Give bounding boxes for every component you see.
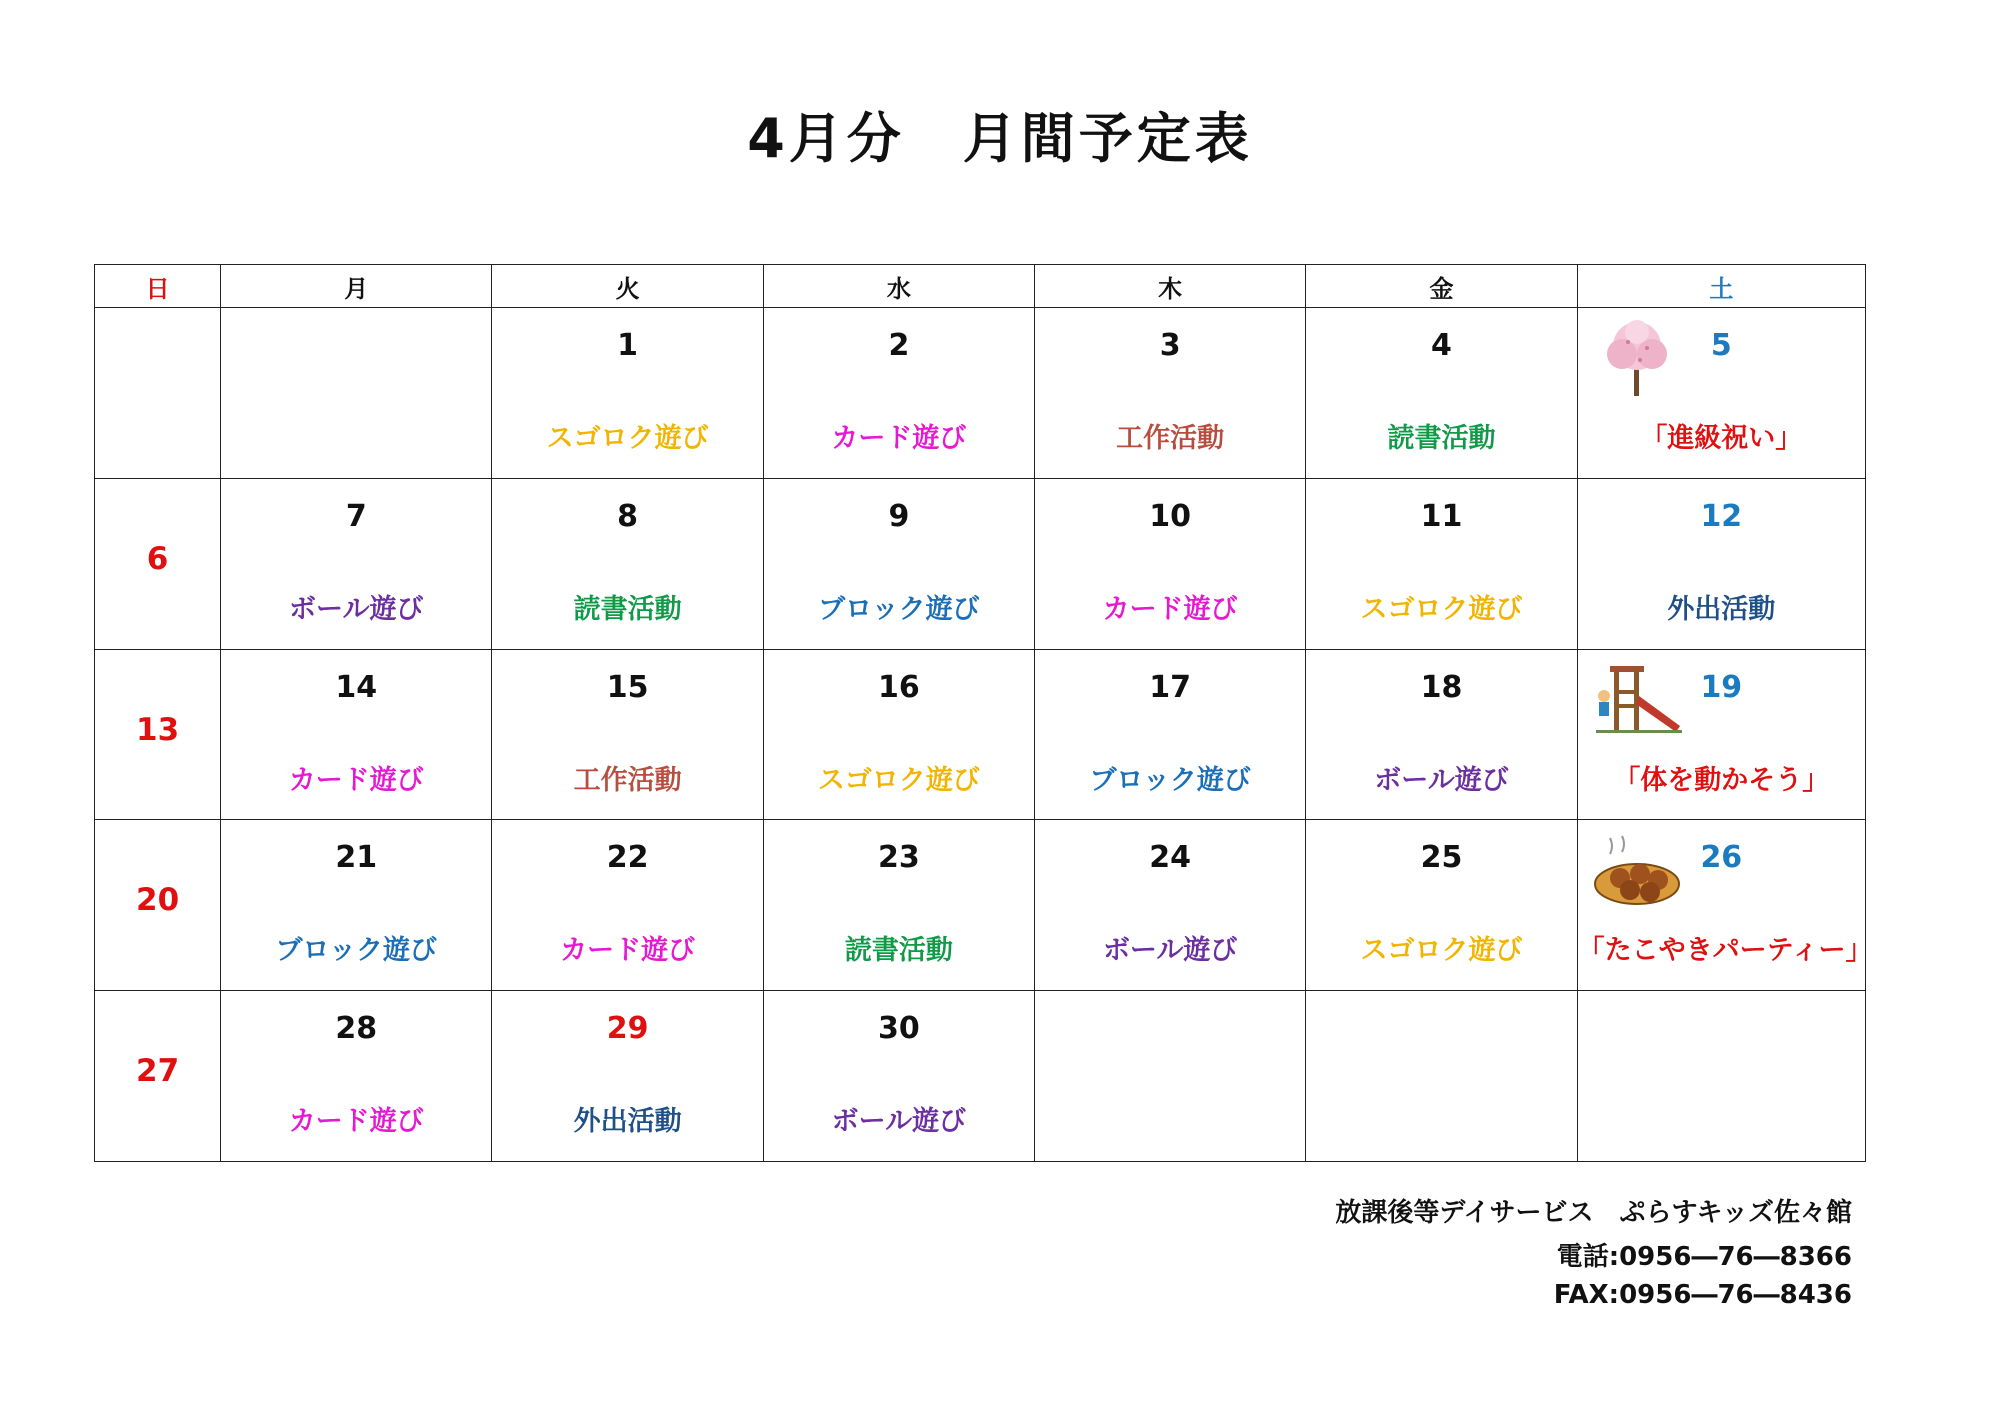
calendar-cell (221, 478, 492, 649)
calendar-cell (1577, 820, 1873, 991)
activity-label: 「進級祝い」 (1640, 423, 1803, 454)
date-number: 18 (1420, 669, 1463, 705)
activity-label: スゴロク遊び (1360, 935, 1523, 967)
calendar-cell (492, 649, 763, 820)
calendar-week-row (95, 991, 1866, 1162)
weekday-mon: 月 (221, 265, 492, 308)
date-number: 1 (617, 328, 639, 363)
calendar-cell-sunday (95, 478, 221, 649)
calendar-cell (1035, 649, 1306, 820)
date-number: 25 (1420, 840, 1463, 876)
date-number: 29 (606, 1011, 649, 1047)
activity-label: ボール遊び (1102, 935, 1238, 967)
calendar-cell-sunday (95, 991, 221, 1162)
date-number: 15 (606, 669, 649, 705)
calendar-cell (1035, 991, 1306, 1162)
activity-label: 読書活動 (1387, 423, 1496, 454)
activity-label: カード遊び (560, 935, 696, 967)
calendar-week-row (95, 649, 1866, 820)
sunday-date: 6 (146, 540, 169, 577)
activity-label: カード遊び (831, 423, 967, 454)
date-number: 3 (1159, 328, 1181, 363)
calendar-table (94, 264, 1873, 1162)
activity-label: 外出活動 (573, 1106, 682, 1138)
activity-label: ボール遊び (1374, 764, 1509, 796)
calendar-cell (492, 820, 763, 991)
weekday-tue: 火 (492, 265, 763, 308)
activity-label: ブロック遊び (818, 593, 980, 625)
activity-label: 「体を動かそう」 (1613, 764, 1830, 796)
date-number: 7 (345, 498, 367, 534)
calendar-cell (1035, 820, 1306, 991)
date-number: 12 (1700, 498, 1743, 534)
activity-label: 工作活動 (1116, 423, 1225, 454)
weekday-thu: 木 (1035, 265, 1306, 308)
date-number: 10 (1149, 498, 1192, 534)
calendar-cell (1306, 478, 1577, 649)
calendar-cell (763, 308, 1034, 479)
activity-label: 「たこやきパーティー」 (1577, 935, 1873, 967)
calendar-cell-sunday (95, 308, 221, 479)
activity-label: スゴロク遊び (817, 764, 980, 796)
calendar-week-row (95, 820, 1866, 991)
date-number: 22 (606, 840, 649, 876)
sunday-date: 20 (136, 882, 180, 919)
activity-label: カード遊び (288, 1106, 424, 1138)
calendar-cell (763, 820, 1034, 991)
calendar-cell-sunday (95, 820, 221, 991)
calendar-cell (763, 478, 1034, 649)
date-number: 23 (878, 840, 920, 876)
weekday-header-row (95, 265, 1866, 308)
calendar-cell (492, 991, 763, 1162)
calendar-cell (1035, 478, 1306, 649)
activity-label: ブロック遊び (1089, 764, 1251, 796)
calendar-cell (221, 820, 492, 991)
activity-label: スゴロク遊び (1360, 593, 1523, 625)
sunday-date: 27 (136, 1053, 180, 1090)
activity-label: 外出活動 (1667, 593, 1776, 625)
date-number: 8 (617, 498, 639, 534)
activity-label: カード遊び (288, 764, 424, 796)
activity-label: カード遊び (1102, 593, 1238, 625)
calendar-week-row (95, 478, 1866, 649)
date-number: 9 (888, 498, 910, 534)
activity-label: スゴロク遊び (546, 423, 709, 454)
calendar-cell (1577, 308, 1865, 479)
calendar-cell (1306, 649, 1577, 820)
facility-name: 放課後等デイサービス ぷらすキッズ佐々館 (1335, 1198, 1852, 1228)
date-number: 30 (878, 1011, 920, 1047)
calendar-cell (492, 478, 763, 649)
calendar-cell (1306, 308, 1577, 479)
date-number: 2 (888, 328, 910, 363)
activity-label: 読書活動 (573, 593, 682, 625)
date-number: 4 (1431, 328, 1452, 363)
calendar-cell (1306, 820, 1577, 991)
activity-label: ボール遊び (831, 1106, 967, 1138)
calendar-cell (1577, 991, 1865, 1162)
fax-number: FAX:0956―76―8436 (1553, 1280, 1852, 1310)
activity-label: 工作活動 (573, 764, 682, 796)
date-number: 26 (1700, 840, 1743, 876)
calendar-cell (221, 649, 492, 820)
activity-label: ボール遊び (289, 593, 424, 625)
sunday-date: 13 (136, 711, 180, 748)
date-number: 11 (1420, 498, 1463, 534)
calendar-cell (1577, 649, 1865, 820)
calendar-cell (221, 308, 492, 479)
date-number: 17 (1149, 669, 1192, 705)
date-number: 14 (335, 669, 378, 705)
weekday-sun: 日 (95, 265, 221, 308)
calendar-cell (763, 991, 1034, 1162)
date-number: 5 (1710, 328, 1732, 363)
phone-number: 電話:0956―76―8366 (1556, 1242, 1852, 1272)
calendar-cell (221, 991, 492, 1162)
date-number: 24 (1149, 840, 1192, 876)
date-number: 19 (1700, 669, 1743, 705)
calendar-cell (492, 308, 763, 479)
page-title: 4月分 月間予定表 (747, 107, 1253, 170)
date-number: 16 (878, 669, 920, 705)
date-number: 28 (335, 1011, 378, 1047)
calendar-cell-sunday (95, 649, 221, 820)
activity-label: 読書活動 (844, 935, 953, 967)
weekday-sat: 土 (1577, 265, 1865, 308)
calendar-cell (1577, 478, 1865, 649)
weekday-fri: 金 (1306, 265, 1577, 308)
activity-label: ブロック遊び (275, 935, 438, 967)
calendar-week-row (95, 308, 1866, 479)
calendar-cell (1035, 308, 1306, 479)
calendar-cell (1306, 991, 1577, 1162)
date-number: 21 (335, 840, 378, 876)
calendar-cell (763, 649, 1034, 820)
weekday-wed: 水 (763, 265, 1034, 308)
